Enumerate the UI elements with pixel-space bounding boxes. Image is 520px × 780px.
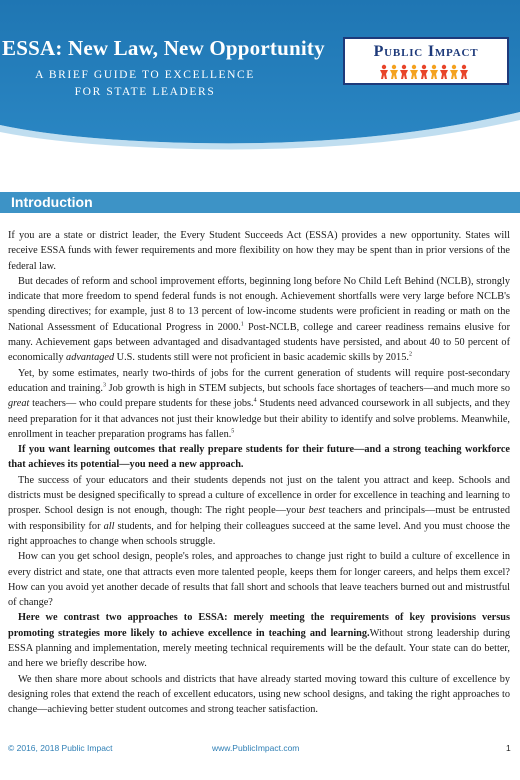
- footnote-ref: 3: [102, 382, 106, 389]
- paragraph-3-text-c: teachers— who could prepare students for these jobs.: [29, 398, 254, 410]
- paragraph-2-text-c: U.S. students still were not proficient in basic academic skills by 2015.: [114, 352, 409, 364]
- paragraph-4-bold: If you want learning outcomes that really prepare students for their future—and a strong teaching workforce that achieves its potential—you need a new approach.: [8, 444, 510, 471]
- page-footer: [0, 743, 520, 757]
- section-header-bar: [0, 192, 520, 213]
- paragraph-5-text-b: teachers and principals—must be entrusted with responsibility for: [8, 505, 510, 532]
- section-title: Introduction: [11, 194, 93, 210]
- paragraph-3-text-a: Yet, by some estimates, nearly two-thirds of jobs for the current generation of students will require post-secondary education and training.: [8, 367, 510, 394]
- document-subtitle: [0, 67, 290, 101]
- people-figures-icon: [379, 64, 475, 80]
- document-title: ESSA: New Law, New Opportunity: [2, 36, 325, 60]
- paragraph-5-text-c: students, and for helping their colleagues succeed at the same level. And you must choose the right approaches to change when schools struggle.: [8, 520, 510, 547]
- paragraph-6: How can you get school design, people's roles, and approaches to change just right to build a culture of excellence in every district and state, one that attracts even more talented people, keeps them for longer careers, and helps them excel? How can you avoid yet another decade of results that fall short and schools that leave teachers burned out and mistrustful of change?: [8, 551, 510, 609]
- paragraph-4: [8, 442, 510, 473]
- paragraph-5-emphasis-2: all: [103, 520, 115, 532]
- paragraph-2-text-b: Post-NCLB, college and career readiness remains elusive for many. Achievement gaps between advantaged and disadvantaged students have persisted, and about 40 to 50 percent of economically: [8, 321, 510, 364]
- public-impact-logo: [343, 37, 509, 85]
- header-banner: [0, 0, 520, 150]
- paragraph-2-text-a: But decades of reform and school improvement efforts, beginning long before No Child Left Behind (NCLB), strongly indicate that more freedom to spend federal funds is not enough. Achievement shortfalls were very large before NCLB's spending directives; for example, just 8 to 13 percent of low-income students were proficient in reading or math on the National Assessment of Educational Progress in 2000.: [8, 275, 510, 333]
- footnote-ref: 5: [231, 428, 235, 435]
- paragraph-5: [8, 473, 510, 549]
- footnote-ref: 2: [408, 351, 412, 358]
- footer-copyright: © 2016, 2018 Public Impact: [8, 743, 113, 753]
- body-text: [8, 228, 510, 718]
- paragraph-7-text: Without strong leadership during ESSA planning and implementation, merely meeting technical requirements will be the default. Your state can do better, and here we briefly describe how.: [8, 627, 510, 670]
- paragraph-7: [8, 610, 510, 671]
- paragraph-3-text-b: Job growth is high in STEM subjects, but schools face shortages of teachers—and much more so: [105, 382, 510, 394]
- footnote-ref: 1: [240, 321, 244, 328]
- footer-url-link[interactable]: www.PublicImpact.com: [212, 743, 300, 753]
- paragraph-5-text-a: The success of your educators and their students depends not just on the talent you attract and keep. Schools and districts must be designed specifically to spread a culture of excellence in order for excellence in teaching and learning to prosper. School design is not enough, though: The right people—your: [8, 474, 510, 517]
- paragraph-3: [8, 366, 510, 442]
- subtitle-line-2: FOR STATE LEADERS: [74, 86, 216, 98]
- paragraph-8: We then share more about schools and districts that have already started moving toward this culture of excellence by designing roles that extend the reach of excellent educators, using new school designs, and taking the right approaches to change—achieving better student outcomes and strong teacher satisfaction.: [8, 673, 510, 716]
- paragraph-5-emphasis-1: best: [308, 505, 326, 517]
- footnote-ref: 4: [253, 397, 257, 404]
- paragraph-1: If you are a state or district leader, the Every Student Succeeds Act (ESSA) provides a new opportunity. States will receive ESSA funds with fewer requirements and more flexibility on how they may be spent than in prior versions of the federal law.: [8, 230, 510, 272]
- page-number: 1: [506, 743, 511, 753]
- paragraph-7-bold: Here we contrast two approaches to ESSA: merely meeting the requirements of key provisions versus promoting strategies more likely to achieve excellence in teaching and learning.: [8, 612, 510, 639]
- paragraph-2-emphasis: advantaged: [66, 352, 115, 364]
- logo-text: Public Impact: [373, 43, 479, 60]
- paragraph-3-emphasis: great: [8, 398, 30, 410]
- subtitle-line-1: A BRIEF GUIDE TO EXCELLENCE: [35, 69, 255, 81]
- paragraph-2: [8, 274, 510, 366]
- paragraph-3-text-d: Students need advanced coursework in all subjects, and they need preparation for it that advances not just their knowledge but their ability to identify and solve problems. Meanwhile, enrollment in teacher preparation programs has fallen.: [8, 398, 510, 440]
